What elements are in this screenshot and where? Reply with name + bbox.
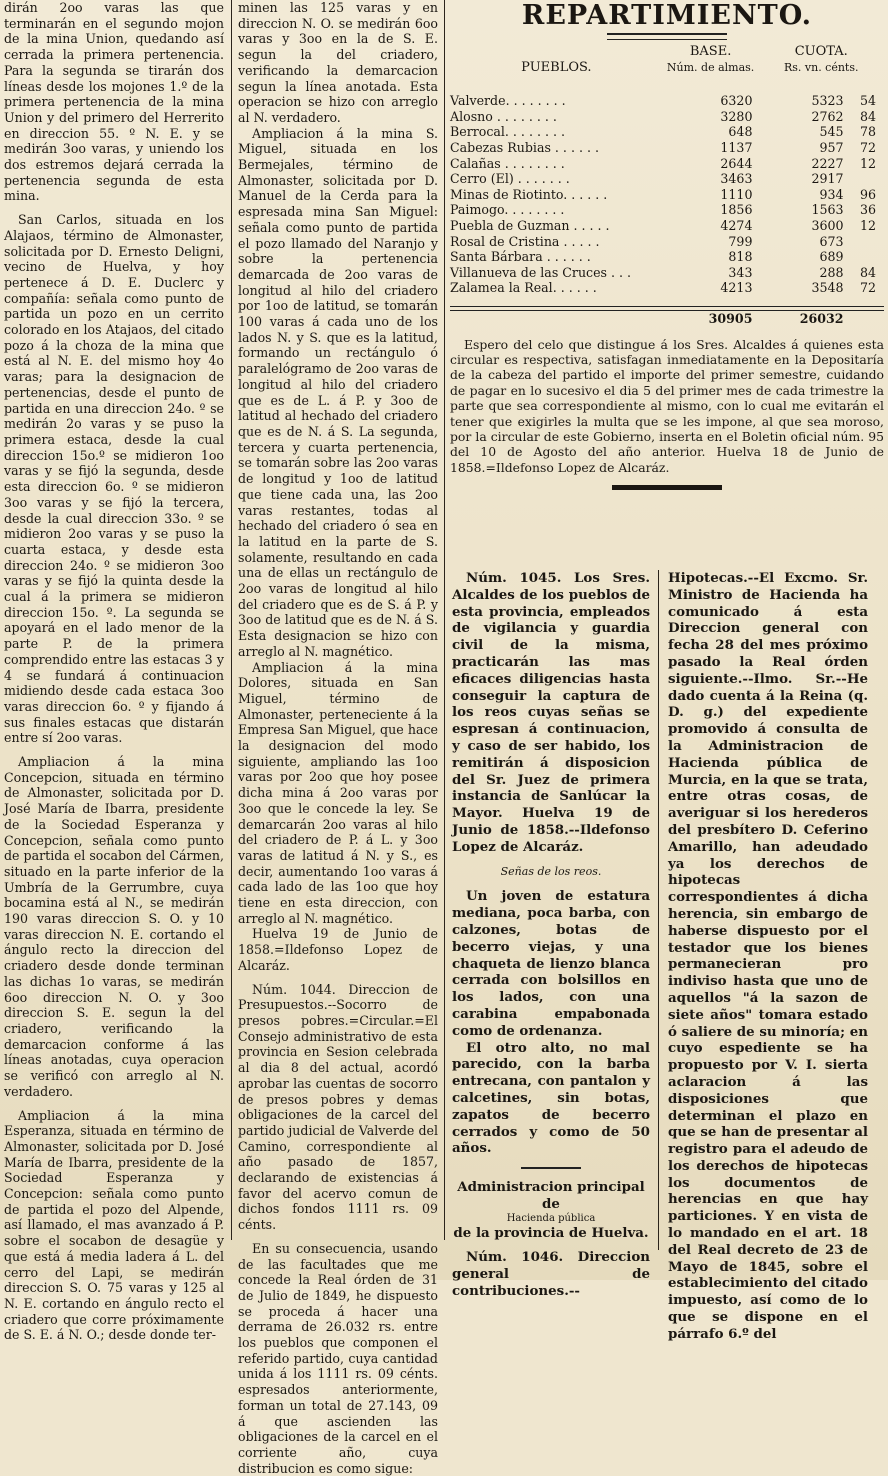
total-base: 30905 <box>708 310 753 326</box>
centimos-cell: 54 <box>859 93 876 109</box>
paragraph: Hipotecas.--El Excmo. Sr. Ministro de Hacienda ha comunicado á esta Direccion general con fecha 28 del mes próximo pasado la Real órden siguiente.--Ilmo. Sr.--He dado cuenta á la Reina (q. D. g.) del expediente promovido á consulta de la Administracion de Hacienda pública de Murcia, en la que se trata, entre otras cosas, de averiguar si los herederos del presbítero D. Ceferino Amarillo, han adeudado ya los derechos de hipotecas correspondientes á dicha herencia, sin embargo de haberse dispuesto por el testador que los bienes permanecieran pro indiviso hasta que uno de aquellos "á la sazon de siete años" tomara estado ó saliere de su minoría; en cuyo espediente se ha propuesto por V. I. sierta aclaracion á las disposiciones que determinan el plazo en que se han de presentar al registro para el adeudo de los derechos de hipotecas los documentos de herencias en que hay particiones. Y en vista de lo mandado en el art. 18 del Real decreto de 23 de Mayo de 1845, sobre el establecimiento del citado impuesto, así como de lo que se dispone en el párrafo 6.º del <box>668 570 868 1342</box>
pueblo-cell: Paimogo. . . . . . . . <box>450 202 565 218</box>
pueblo-cell: Puebla de Guzman . . . . . <box>450 217 610 233</box>
almas-cell: 343 <box>728 264 753 280</box>
pueblo-cell: Cerro (El) . . . . . . . <box>450 171 570 187</box>
almas-cell: 3280 <box>720 108 753 124</box>
almas-cell: 1110 <box>720 186 753 202</box>
reales-cell: 934 <box>819 186 844 202</box>
pueblo-cell: Zalamea la Real. . . . . . <box>450 280 597 296</box>
centimos-cell: 84 <box>859 108 876 124</box>
reales-cell: 545 <box>819 124 844 140</box>
header-pueblos: PUEBLOS. <box>521 59 592 75</box>
pueblo-cell: Rosal de Cristina . . . . . <box>450 233 600 249</box>
column-divider <box>231 0 232 1240</box>
pueblo-cell: Santa Bárbara . . . . . . <box>450 249 591 265</box>
centimos-cell: 12 <box>859 155 876 171</box>
table-row <box>450 124 884 140</box>
paragraph: Núm. 1045. Los Sres. Alcaldes de los pueblos de esta provincia, empleados de vigilancia y guardia civil de la misma, practicarán las mas eficaces diligencias hasta conseguir la captura de los reos cuyas señas se espresan á continuacion, y caso de ser habido, los remitirán á disposicion del Sr. Juez de primera instancia de Sanlúcar la Mayor. Huelva 19 de Junio de 1858.--Ildefonso Lopez de Alcaráz. <box>452 570 650 855</box>
reales-cell: 1563 <box>811 202 844 218</box>
centimos-cell: 72 <box>859 139 876 155</box>
centimos-cell: 96 <box>859 186 876 202</box>
rule <box>521 1167 581 1169</box>
reales-cell: 689 <box>819 249 844 265</box>
column-3a <box>452 570 650 1300</box>
table-row <box>450 234 884 250</box>
paragraph: Ampliacion á la mina Esperanza, situada en término de Almonaster, solicitada por D. José María de Ibarra, presidente de la Sociedad Esperanza y Concepcion: señala como punto de partida el pozo del Alpende, así llamado, el mas avanzado á P. sobre el socabon de desagüe y que está á media ladera á L. del cerro del Lapi, se medirán direccion S. O. 75 varas y 125 al N. E. cortando en ángulo recto el criadero que corre próximamente de S. E. á N. O.; desde donde ter- <box>4 1107 224 1343</box>
table-row <box>450 187 884 203</box>
ornament <box>607 33 727 40</box>
almas-cell: 1856 <box>720 202 753 218</box>
almas-cell: 648 <box>728 124 753 140</box>
centimos-cell <box>844 234 884 250</box>
almas-cell: 1137 <box>720 139 753 155</box>
almas-cell: 818 <box>728 249 753 265</box>
paragraph: Ampliacion á la mina Dolores, situada en San Miguel, término de Almonaster, perteneciente á la Empresa San Miguel, que hace la designacion del modo siguiente, ampliando las 1oo varas por 2oo que hoy posee dicha mina á 2oo varas por 3oo que le concede la ley. Se demarcarán 2oo varas al hilo del criadero de P. á L. y 3oo varas de latitud á N. y S., es decir, aumentando 1oo varas á cada lado de las 1oo que hoy tiene en esta direccion, con arreglo al N. magnético. <box>238 659 438 926</box>
centimos-cell: 72 <box>859 280 876 296</box>
paragraph: Núm. 1046. Direccion general de contribuciones.-- <box>452 1249 650 1300</box>
reales-cell: 673 <box>819 233 844 249</box>
header-base: BASE. <box>689 44 732 59</box>
total-cuota: 26032 <box>799 310 844 326</box>
pueblo-cell: Villanueva de las Cruces . . . <box>450 264 632 280</box>
header-rs: Rs. vn. cénts. <box>783 60 859 74</box>
pueblo-cell: Minas de Riotinto. . . . . . <box>450 186 608 202</box>
reales-cell: 288 <box>819 264 844 280</box>
section-title: REPARTIMIENTO. <box>521 0 813 31</box>
table-row <box>450 280 884 296</box>
pueblo-cell: Cabezas Rubias . . . . . . <box>450 139 599 155</box>
admin-subheading: Hacienda pública <box>506 1212 596 1224</box>
column-2 <box>238 0 438 1476</box>
almas-cell: 4213 <box>720 280 753 296</box>
almas-cell: 799 <box>728 233 753 249</box>
table-row <box>450 249 884 265</box>
reales-cell: 2762 <box>811 108 844 124</box>
pueblo-cell: Calañas . . . . . . . . <box>450 155 565 171</box>
paragraph: San Carlos, situada en los Alajaos, término de Almonaster, solicitada por D. Ernesto Deligni, vecino de Huelva, y hoy pertenece á D. E. Duclerc y compañía: señala como punto de partida un pozo en un cerrito colorado en los Atajaos, del citado pozo á la choza de la mina que está al N. E. del mismo hoy 4o varas; para la designacion de pertenencias, desde el punto de partida en una direccion 24o. º se medirán 2o varas y se puso la primera estaca, desde la cual direccion 15o.º se midieron 1oo varas y se fijó la segunda, desde esta direccion 6o. º se midieron 3oo varas y se fijó la tercera, desde la cual direccion 33o. º se midieron 2oo varas y se puso la cuarta estaca, y desde esta direccion 24o. º se midieron 3oo varas y se fijó la quinta desde la cual á la primera se midieron direccion 15o. º. La segunda se apoyará en el lado menor de la parte P. de la primera comprendido entre las estacas 3 y 4 se fundará á continuacion midiendo desde cada estaca 3oo varas direccion 6o. º y fijando á sus finales estacas que distarán entre sí 2oo varas. <box>4 212 224 746</box>
repartimiento-section <box>450 0 884 500</box>
column-divider <box>444 0 445 1240</box>
column-divider <box>658 570 659 1250</box>
circular-closing: Espero del celo que distingue á los Sres. Alcaldes á quienes esta circular es respectiva, satisfagan inmediatamente en la Depositaría de la cabeza del partido el importe del primer semestre, cuidando de pagar en lo sucesivo el dia 5 del primer mes de cada trimestre la parte que sea correspondiente al mismo, con lo cual me evitarán el tener que exigirles la multa que se les impone, al que sea moroso, por la circular de este Gobierno, inserta en el Boletin oficial núm. 95 del 10 de Agosto del año anterior. Huelva 18 de Junio de 1858.=Ildefonso Lopez de Alcaráz. <box>450 336 884 475</box>
ornament-bar <box>612 485 722 490</box>
reales-cell: 2917 <box>811 171 844 187</box>
admin-heading: Administracion principal de <box>457 1179 645 1212</box>
paragraph: dirán 2oo varas las que terminarán en el segundo mojon de la mina Union, quedando así cerrada la primera pertenencia. Para la segunda se tirarán dos líneas desde los mojones 1.º de la primera pertenencia de la mina Union y del primero del Herrerito en direccion 55. º N. E. y se medirán 3oo varas, y uniendo los dos estremos dejará cerrada la pertenencia segunda de esta mina. <box>4 0 224 204</box>
reales-cell: 3548 <box>811 280 844 296</box>
paragraph: El otro alto, no mal parecido, con la barba entrecana, con pantalon y calcetines, sin botas, zapatos de becerro cerrados y como de 50 años. <box>452 1039 650 1157</box>
column-1 <box>4 0 224 1343</box>
centimos-cell: 12 <box>859 217 876 233</box>
header-cuota: CUOTA. <box>794 44 848 59</box>
admin-heading: de la provincia de Huelva. <box>453 1224 649 1241</box>
paragraph: Núm. 1044. Direccion de Presupuestos.--Socorro de presos pobres.=Circular.=El Consejo administrativo de esta provincia en Sesion celebrada al dia 8 del actual, acordó aprobar las cuentas de socorro de presos pobres y demas obligaciones de la carcel del partido judicial de Valverde del Camino, correspondiente al año pasado de 1857, declarando de existencias á favor del acervo comun de dichos fondos 1111 rs. 09 cénts. <box>238 981 438 1233</box>
signature: Huelva 19 de Junio de 1858.=Ildefonso Lopez de Alcaráz. <box>238 926 438 973</box>
reales-cell: 2227 <box>811 155 844 171</box>
almas-cell: 3463 <box>720 171 753 187</box>
paragraph: minen las 125 varas y en direccion N. O. se medirán 6oo varas y 3oo en la de S. E. segun la del criadero, verificando la demarcacion segun la línea anotada. Esta operacion se hizo con arreglo al N. verdadero. <box>238 0 438 125</box>
paragraph: Un joven de estatura mediana, poca barba, con calzones, botas de becerro viejas, y una chaqueta de lienzo blanca cerrada con bolsillos en los lados, con una carabina empabonada como de ordenanza. <box>452 888 650 1039</box>
table-row <box>450 265 884 281</box>
header-almas: Núm. de almas. <box>666 60 755 74</box>
pueblo-cell: Alosno . . . . . . . . <box>450 108 557 124</box>
reales-cell: 957 <box>819 139 844 155</box>
repartimiento-table <box>450 44 884 327</box>
almas-cell: 4274 <box>720 217 753 233</box>
table-row <box>450 202 884 218</box>
centimos-cell: 78 <box>859 124 876 140</box>
centimos-cell: 36 <box>859 202 876 218</box>
table-row <box>450 171 884 187</box>
reales-cell: 3600 <box>811 217 844 233</box>
paragraph: Ampliacion á la mina Concepcion, situada en término de Almonaster, solicitada por D. José María de Ibarra, presidente de la Sociedad Esperanza y Concepcion, señala como punto de partida el socabon del Cármen, situado en la parte inferior de la Umbría de la Gerrumbre, cuya bocamina está al N., se medirán 190 varas direccion S. O. y 10 varas direccion N. E. cortando el ángulo recto la direccion del criadero desde donde terminan las dichas 1o varas, se medirán 6oo direccion N. O. y 3oo direccion S. E. segun la del criadero, verificando la demarcacion conforme á las líneas anotadas, cuya operacion se verificó con arreglo al N. verdadero. <box>4 754 224 1099</box>
centimos-cell <box>844 249 884 265</box>
table-row <box>450 218 884 234</box>
paragraph: Ampliacion á la mina S. Miguel, situada en los Bermejales, término de Almonaster, solicitada por D. Manuel de la Cerda para la espresada mina San Miguel: señala como punto de partida el pozo llamado del Naranjo y sobre la pertenencia demarcada de 2oo varas de longitud al hilo del criadero por 1oo de latitud, se tomarán 100 varas á cada uno de los lados N. y S. que es la latitud, formando un rectángulo ó paralelógramo de 2oo varas de longitud al hilo del criadero que es de L. á P. y 3oo de latitud al hechado del criadero que es de N. á S. La segunda, tercera y cuarta pertenencia, se tomarán sobre las 2oo varas de longitud y 1oo de latitud que tiene cada una, las 2oo varas restantes, todas al hechado del criadero ó sea en la latitud en la parte de S. solamente, resultando en cada una de ellas un rectángulo de 2oo varas de longitud al hilo del criadero que es de S. á P. y 3oo de latitud que es de N. á S. Esta designacion se hizo con arreglo al N. magnético. <box>238 125 438 659</box>
table-row <box>450 109 884 125</box>
pueblo-cell: Valverde. . . . . . . . <box>450 93 566 109</box>
almas-cell: 2644 <box>720 155 753 171</box>
pueblo-cell: Berrocal. . . . . . . . <box>450 124 565 140</box>
subheading: Señas de los reos. <box>500 864 602 878</box>
column-3b <box>668 570 868 1343</box>
paragraph: En su consecuencia, usando de las facultades que me concede la Real órden de 31 de Julio de 1849, he dispuesto se proceda á hacer una derrama de 26.032 rs. entre los pueblos que componen el referido partido, cuya cantidad unida á los 1111 rs. 09 cénts. espresados anteriormente, forman un total de 27.143, 09 á que ascienden las obligaciones de la carcel en el corriente año, cuya distribucion es como sigue: <box>238 1240 438 1476</box>
almas-cell: 6320 <box>720 93 753 109</box>
table-row <box>450 140 884 156</box>
centimos-cell: 84 <box>859 264 876 280</box>
centimos-cell <box>844 171 884 187</box>
table-row <box>450 156 884 172</box>
table-row <box>450 93 884 109</box>
reales-cell: 5323 <box>811 93 844 109</box>
